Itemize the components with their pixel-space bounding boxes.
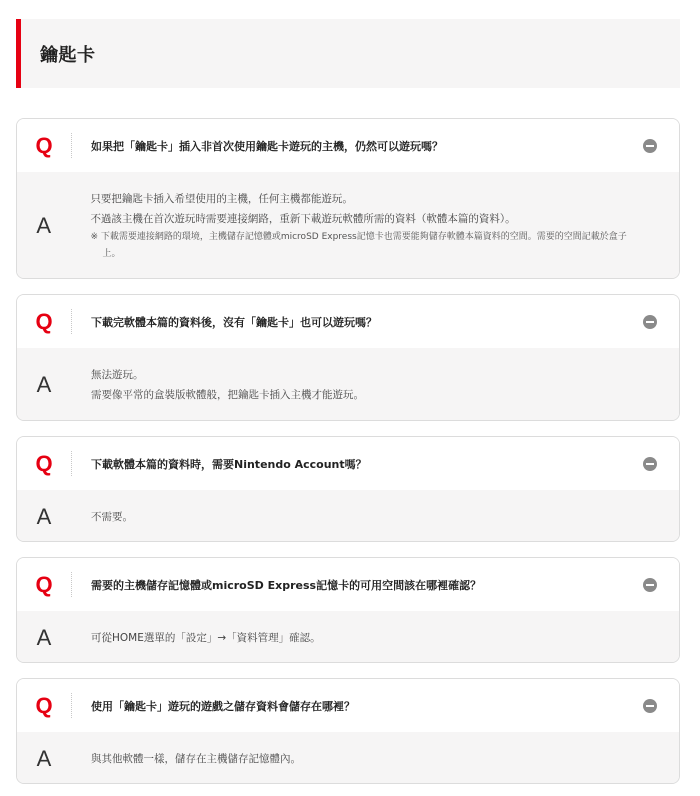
faq-item: [16, 436, 680, 542]
question-text: 下載軟體本篇的資料時，需要Nintendo Account嗎？: [91, 457, 367, 471]
minus-circle-icon[interactable]: [643, 578, 657, 592]
answer-text: 無法遊玩。: [91, 369, 144, 381]
answer-body: [70, 189, 679, 263]
faq-answer: [17, 348, 679, 421]
faq-answer: [17, 490, 679, 542]
faq-answer: [17, 732, 679, 784]
minus-circle-icon[interactable]: [643, 139, 657, 153]
faq-question-row[interactable]: [17, 119, 679, 172]
faq-question-row[interactable]: [17, 437, 679, 490]
answer-body: [71, 628, 361, 648]
question-mark: Q: [35, 692, 53, 718]
answer-text: 與其他軟體一樣，儲存在主機儲存記憶體內。: [91, 752, 301, 765]
faq-item: [16, 678, 680, 784]
question-mark: Q: [35, 571, 53, 597]
answer-body: [71, 507, 173, 527]
answer-mark: A: [36, 503, 52, 529]
question-mark: Q: [35, 308, 53, 334]
question-text: 需要的主機儲存記憶體或microSD Express記憶卡的可用空間該在哪裡確認？: [91, 578, 482, 592]
question-text: 下載完軟體本篇的資料後，沒有「鑰匙卡」也可以遊玩嗎？: [91, 315, 377, 329]
question-mark: Q: [35, 450, 53, 476]
faq-item: [16, 557, 680, 663]
faq-question-row[interactable]: [17, 558, 679, 611]
faq-item: [16, 118, 680, 279]
question-text: 如果把「鑰匙卡」插入非首次使用鑰匙卡遊玩的主機，仍然可以遊玩嗎？: [91, 139, 443, 153]
question-mark: Q: [35, 132, 53, 158]
divider: [71, 572, 72, 597]
answer-mark: A: [36, 213, 52, 238]
divider: [71, 309, 72, 334]
minus-circle-icon[interactable]: [643, 699, 657, 713]
answer-text: 可從HOME選單的「設定」→「資料管理」確認。: [91, 631, 321, 644]
answer-text: 需要像平常的盒裝版軟體般，把鑰匙卡插入主機才能遊玩。: [91, 389, 364, 401]
question-text: 使用「鑰匙卡」遊玩的遊戲之儲存資料會儲存在哪裡？: [91, 699, 355, 713]
divider: [71, 133, 72, 158]
answer-mark: A: [36, 372, 52, 397]
answer-mark: A: [36, 745, 52, 771]
answer-text: 不過該主機在首次遊玩時需要連接網路，重新下載遊玩軟體所需的資料（軟體本篇的資料）。: [90, 213, 516, 225]
faq-question-row[interactable]: [17, 679, 679, 732]
minus-circle-icon[interactable]: [643, 315, 657, 329]
minus-circle-icon[interactable]: [643, 457, 657, 471]
answer-text: 只要把鑰匙卡插入希望使用的主機，任何主機都能遊玩。: [90, 193, 353, 205]
section-header: [16, 19, 680, 88]
answer-text: 不需要。: [91, 510, 133, 523]
answer-body: [71, 749, 341, 769]
page-title: 鑰匙卡: [40, 44, 96, 66]
answer-note: ※ 下載需要連接網路的環境，主機儲存記憶體或microSD Express記憶卡也需要能夠儲存軟體本篇資料的空間。需要的空間記載於盒子上。: [90, 232, 627, 259]
faq-question-row[interactable]: [17, 295, 679, 348]
divider: [71, 451, 72, 476]
faq-answer: [17, 611, 679, 663]
faq-answer: [17, 172, 679, 279]
answer-body: [71, 365, 404, 405]
divider: [71, 693, 72, 718]
faq-item: [16, 294, 680, 421]
answer-mark: A: [36, 624, 52, 650]
